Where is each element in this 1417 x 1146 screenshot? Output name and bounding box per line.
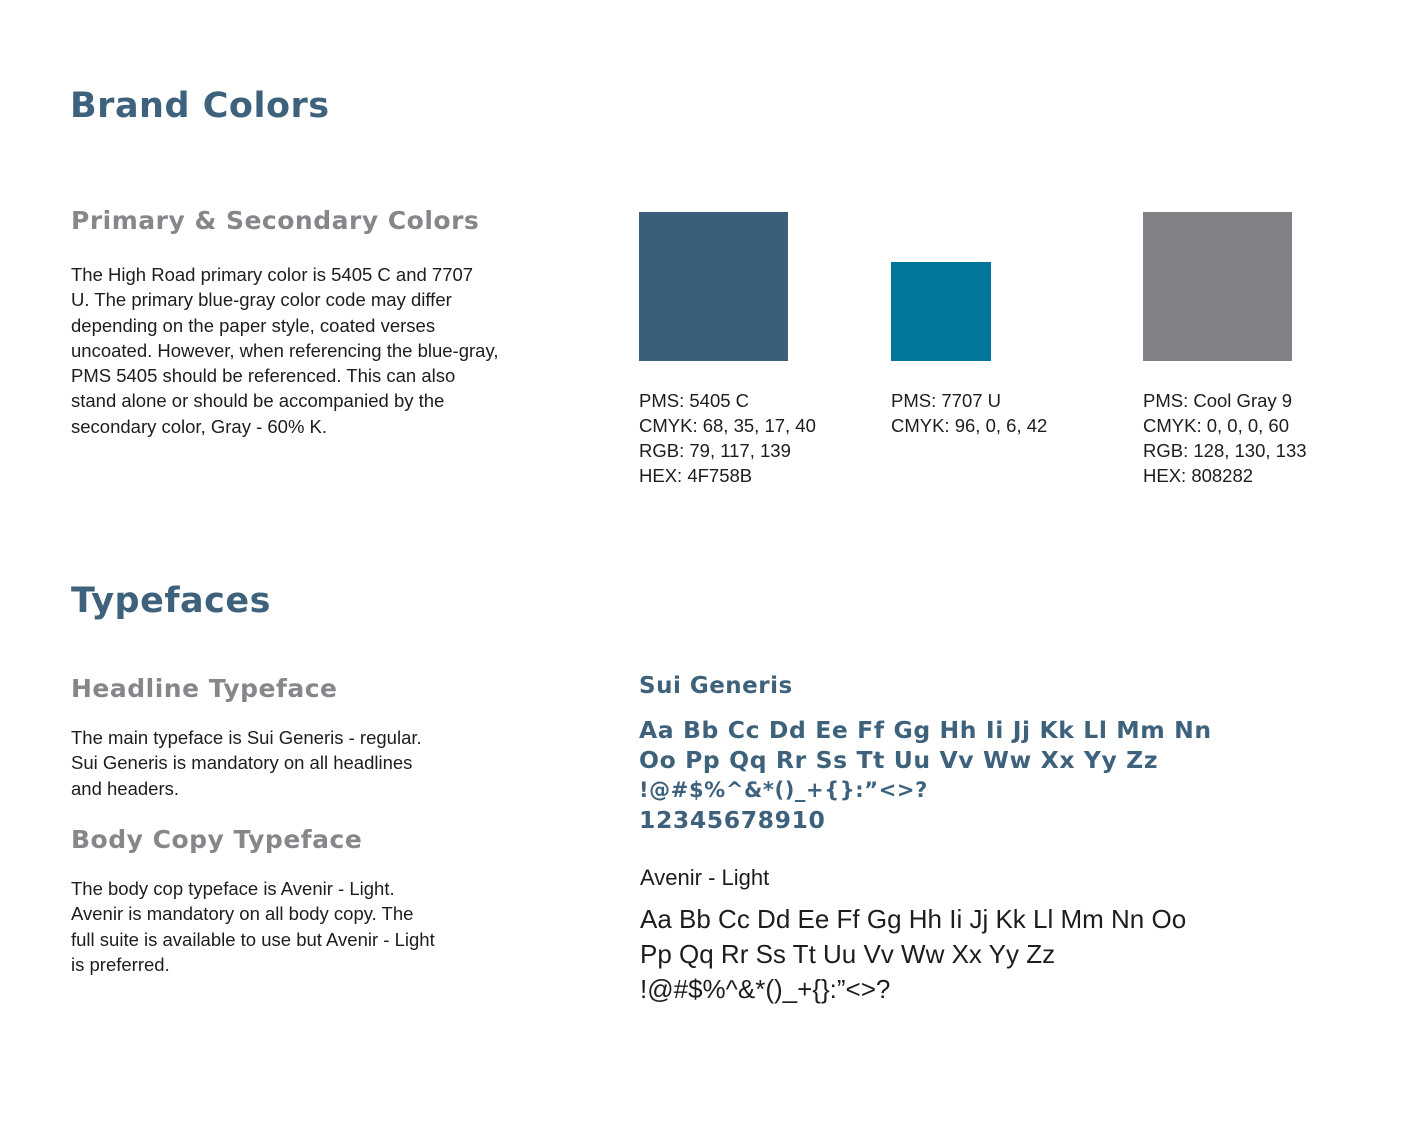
sui-generis-numbers-line: 12345678910 [639,806,826,834]
headline-typeface-description [71,725,422,801]
swatch-info-cool-gray-9 [1143,388,1307,488]
brand-colors-description [71,262,498,439]
avenir-specimen [640,902,1186,1007]
swatch-cmyk-label: CMYK: 96, 0, 6, 42 [891,415,1048,436]
sui-generis-symbols-line: !@#$%^&*()_+{}:”<>? [639,778,928,802]
swatch-rgb-label: RGB: 128, 130, 133 [1143,440,1307,461]
swatch-pms-label: PMS: 5405 C [639,390,750,411]
swatch-pms-label: PMS: 7707 U [891,390,1002,411]
brand-colors-title: Brand Colors [70,86,330,126]
description-line: The High Road primary color is 5405 C and 7707 [71,264,474,285]
description-line: The body cop typeface is Avenir - Light. [71,878,395,899]
description-line: Avenir is mandatory on all body copy. The [71,903,414,925]
description-line: full suite is available to use but Avenir - Light [71,928,435,950]
swatch-hex-label: HEX: 808282 [1143,465,1254,486]
description-line: is preferred. [71,953,170,975]
headline-typeface-subtitle: Headline Typeface [71,674,338,703]
description-line: U. The primary blue-gray color code may differ [71,289,452,311]
description-line: secondary color, Gray - 60% K. [71,415,328,437]
swatch-cmyk-label: CMYK: 0, 0, 0, 60 [1143,415,1290,436]
color-swatch-cool-gray-9 [1143,212,1292,361]
body-copy-typeface-description [71,876,435,977]
sui-generis-alphabet-line: Aa Bb Cc Dd Ee Ff Gg Hh Ii Jj Kk Ll Mm Nn [639,716,1212,744]
description-line: stand alone or should be accompanied by the [71,390,445,412]
swatch-cmyk-label: CMYK: 68, 35, 17, 40 [639,415,816,436]
primary-secondary-colors-subtitle: Primary & Secondary Colors [71,206,480,235]
swatch-pms-label: PMS: Cool Gray 9 [1143,390,1293,411]
description-line: Sui Generis is mandatory on all headlines [71,752,413,774]
body-copy-typeface-subtitle: Body Copy Typeface [71,825,363,854]
color-swatch-pms-5405c [639,212,788,361]
description-line: PMS 5405 should be referenced. This can also [71,365,456,387]
swatch-hex-label: HEX: 4F758B [639,465,753,486]
sui-generis-specimen [639,715,1212,835]
avenir-symbols-line: !@#$%^&*()_+{}:”<>? [640,974,891,1004]
sui-generis-alphabet-line: Oo Pp Qq Rr Ss Tt Uu Vv Ww Xx Yy Zz [639,746,1159,774]
swatch-info-pms-5405c [639,388,816,488]
color-swatch-pms-7707u [891,262,991,361]
sui-generis-font-name: Sui Generis [639,673,793,699]
typefaces-title: Typefaces [71,581,271,621]
swatch-info-pms-7707u [891,388,1047,438]
avenir-font-name: Avenir - Light [640,865,770,890]
avenir-alphabet-line: Aa Bb Cc Dd Ee Ff Gg Hh Ii Jj Kk Ll Mm Nn Oo [640,904,1187,934]
description-line: The main typeface is Sui Generis - regular. [71,727,422,748]
avenir-alphabet-line: Pp Qq Rr Ss Tt Uu Vv Ww Xx Yy Zz [640,939,1056,969]
description-line: depending on the paper style, coated verses [71,314,436,336]
description-line: and headers. [71,777,180,799]
description-line: uncoated. However, when referencing the blue-gray, [71,339,499,361]
swatch-rgb-label: RGB: 79, 117, 139 [639,440,791,461]
